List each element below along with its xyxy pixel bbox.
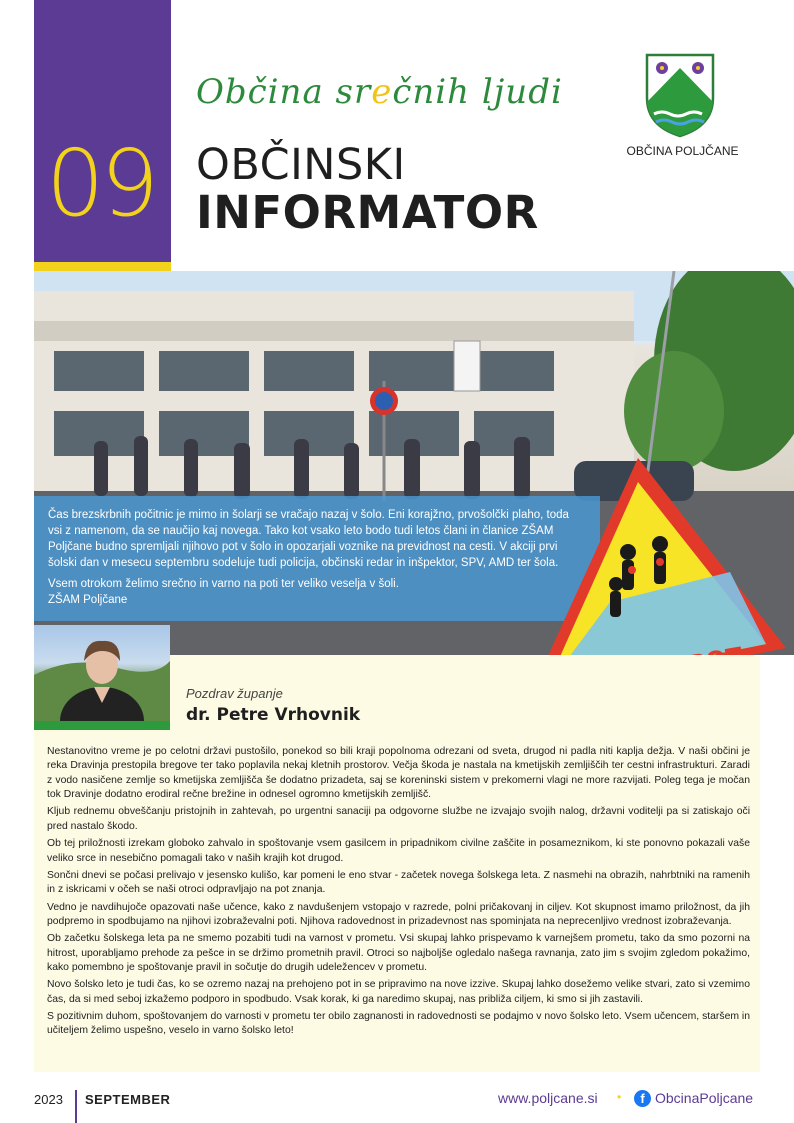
portrait-avatar-icon [34, 625, 170, 721]
letter-paragraph: Vedno je navdihujoče opazovati naše učence, kako z navdušenjem vstopajo v razrede, polni pričakovanj in ciljev. Kot skupnost imamo priložnost, da jih podpremo in spodbujamo na njihovi izobraževalni poti. Njihova radovednost in prizadevnost nas spominjata na neprecenljivo vrednost izobraževanja. [47, 901, 750, 927]
mayor-letter [47, 745, 750, 1042]
hero-caption [34, 496, 600, 621]
municipality-crest-icon [644, 52, 716, 138]
slogan: Občina srečnih ljudi [196, 72, 563, 112]
hero-caption-signature: ZŠAM Poljčane [48, 594, 128, 607]
issue-number: 09 [46, 130, 156, 237]
publication-title-line2: INFORMATOR [196, 186, 539, 239]
letter-paragraph: Ob začetku šolskega leta pa ne smemo pozabiti tudi na varnost v prometu. Vsi skupaj lahko prispevamo k varnejšem prometu, tako da smo pozorni na hitrost, uporabljamo prehode za pešce in se držimo prometnih pravil. Otroci so najboljše ogledalo našega ravnanja, zato jim s svojim zgledom pokažimo, kako pomembno je spoštovanje pravil in sočutje do drugih udeležencev v prometu. [47, 933, 750, 974]
mayor-greeting-label: Pozdrav županje [186, 686, 283, 701]
footer-divider [75, 1090, 77, 1123]
mayor-portrait [34, 625, 170, 721]
publication-title-line1: OBČINSKI [196, 140, 406, 190]
footer-separator: • [617, 1090, 622, 1104]
letter-paragraph: Nestanovitno vreme je po celotni državi pustošilo, ponekod so bili kraji popolnoma odrezani od sveta, drugod ni padla niti kaplja dežja. V naši občini je reka Dravinja prestopila bregove ter tako poplavila nekaj kletnih prostorov. Večja škoda je nastala na kmetijskih zemljiščih ter cestni infrastrukturi. Zaradi z vodo nasičene zemlje so kmetijska zemljišča še dodatno prizadeta, saj se koreninski sistem v prekomerni vlagi ne more razvijati. Poleg tega je močan tok Dravinje dodatno erodiral rečne brežine in odnesel ogromno kmetijskih zemljišč. [47, 746, 750, 801]
facebook-link[interactable]: ObcinaPoljcane [655, 1090, 754, 1106]
issue-accent-line [34, 262, 171, 271]
letter-paragraph: S pozitivnim duhom, spoštovanjem do varnosti v prometu ter obilo zagnanosti in radovednosti se podajmo v novo šolsko leto. Vsem učencem, staršem in učiteljem želimo uspešno, veselo in varno šolsko leto! [47, 1011, 750, 1037]
letter-paragraph: Novo šolsko leto je tudi čas, ko se ozremo nazaj na prehojeno pot in se pripravimo na nove izzive. Skupaj lahko dosežemo velike stvari, zato si vzemimo čas, da si med seboj izkažemo podporo in spodbudo. Vsak korak, ki ga naredimo skupaj, nas približa ciljem, ki smo si jih zastavili. [47, 979, 750, 1005]
footer-month: SEPTEMBER [85, 1092, 171, 1107]
footer-year: 2023 [34, 1092, 63, 1107]
facebook-icon[interactable]: f [634, 1090, 651, 1107]
letter-paragraph: Sončni dnevi se počasi prelivajo v jesensko kulišo, kar pomeni le eno stvar - začetek novega šolskega leta. Z nasmehi na obrazih, nahrbtniki na ramenih in z iskricami v očeh se naši otroci odpravljajo na pot znanja. [47, 869, 750, 896]
mayor-name: dr. Petre Vrhovnik [186, 705, 361, 725]
hero-caption-text: Čas brezskrbnih počitnic je mimo in šolarji se vračajo nazaj v šolo. Eni korajžno, prvošolčki plaho, toda vsi z namenom, da se naučijo kaj novega. Tako kot vsako leto bodo tudi letos člani in članice ZŠAM Poljčane budno spremljali njihovo pot v šolo in opozarjali voznike na previdnost na cesti. V akciji prvi šolski dan v mesecu septembru sodeluje tudi policija, občinski redar in inšpektor, SPV, AMD ter šola. [48, 509, 569, 569]
portrait-accent-line [34, 721, 170, 730]
letter-paragraph: Ob tej priložnosti izrekam globoko zahvalo in spoštovanje vsem gasilcem in pripadnikom civilne zaščite in posameznikom, ki ste ponovno pokazali vaše veliko srce in nesebično pomagali tako v naših krajih kot drugod. [47, 838, 750, 864]
website-link[interactable]: www.poljcane.si [498, 1090, 598, 1106]
hero-caption-wish: Vsem otrokom želimo srečno in varno na poti ter veliko veselja v šoli. [48, 578, 399, 591]
letter-paragraph: Kljub rednemu obveščanju pristojnih in zahtevah, po urgentni sanaciji pa odgovorne službe ne izvajajo svojih nalog, državni voditelji pa si zatiskajo oči pred nastalo škodo. [47, 806, 750, 832]
municipality-name: OBČINA POLJČANE [626, 144, 739, 158]
